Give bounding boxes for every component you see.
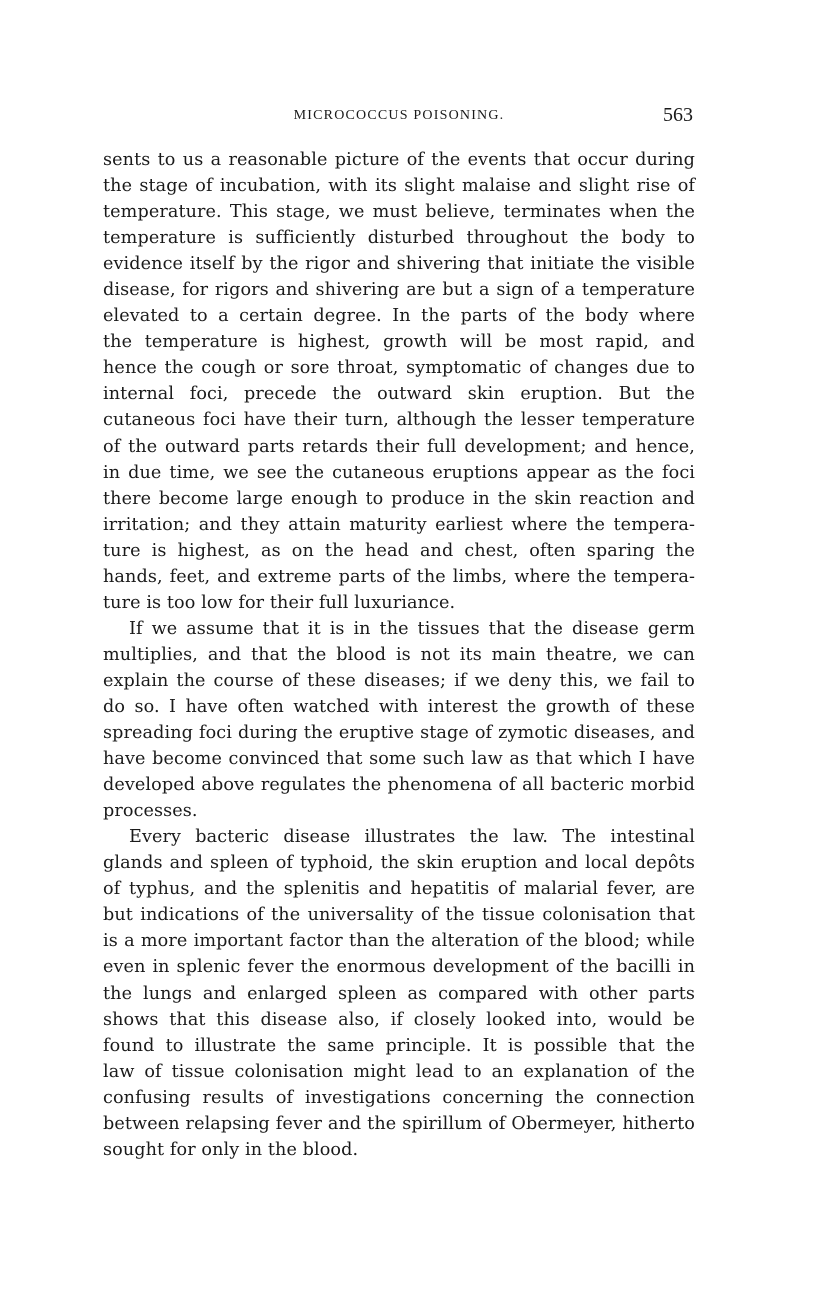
running-title: MICROCOCCUS POISONING. (293, 108, 505, 123)
text-line: even in splenic fever the enormous development of the bacilli in (103, 957, 695, 978)
text-line: sents to us a reasonable picture of the events that occur during (103, 150, 695, 170)
text-line: of typhus, and the splenitis and hepatitis of malarial fever, are (103, 879, 695, 900)
text-line: temperature. This stage, we must believe, terminates when the (103, 202, 695, 223)
paragraph (103, 616, 695, 824)
text-line: Every bacteric disease illustrates the law. The intestinal (129, 827, 695, 848)
text-line: disease, for rigors and shivering are but a sign of a temperature (103, 280, 695, 301)
text-line: multiplies, and that the blood is not its main theatre, we can (103, 644, 695, 665)
text-line: found to illustrate the same principle. It is possible that the (103, 1035, 695, 1056)
paragraph-list (103, 147, 695, 1163)
text-line: law of tissue colonisation might lead to an explanation of the (103, 1061, 695, 1082)
text-line: hence the cough or sore throat, symptomatic of changes due to (103, 358, 695, 379)
running-head (103, 104, 695, 128)
text-line: the lungs and enlarged spleen as compared with other parts (103, 983, 695, 1004)
text-line: ture is highest, as on the head and chest, often sparing the (103, 540, 695, 561)
text-line: ture is too low for their full luxuriance. (103, 592, 456, 613)
text-line: there become large enough to produce in the skin reaction and (103, 488, 695, 509)
text-line: between relapsing fever and the spirillum of Obermeyer, hitherto (103, 1113, 695, 1134)
text-line: the stage of incubation, with its slight malaise and slight rise of (103, 176, 695, 197)
text-line: elevated to a certain degree. In the parts of the body where (103, 306, 695, 327)
paragraph (103, 824, 695, 1163)
text-line: cutaneous foci have their turn, although the lesser temperature (103, 410, 695, 431)
page-number: 563 (663, 104, 693, 126)
text-line: hands, feet, and extreme parts of the limbs, where the tempera- (103, 566, 695, 587)
text-line: sought for only in the blood. (103, 1139, 359, 1160)
text-line: spreading foci during the eruptive stage of zymotic diseases, and (103, 723, 695, 744)
body-text (103, 147, 695, 1163)
text-line: the temperature is highest, growth will be most rapid, and (103, 332, 695, 353)
text-line: developed above regulates the phenomena of all bacteric morbid (103, 775, 695, 796)
text-line: irritation; and they attain maturity earliest where the tempera- (103, 514, 695, 535)
text-line: of the outward parts retards their full development; and hence, (103, 436, 695, 457)
text-line: shows that this disease also, if closely looked into, would be (103, 1009, 695, 1030)
text-line: confusing results of investigations concerning the connection (103, 1087, 695, 1108)
text-line: is a more important factor than the alteration of the blood; while (103, 931, 695, 952)
text-line: explain the course of these diseases; if we deny this, we fail to (103, 670, 695, 691)
text-line: internal foci, precede the outward skin eruption. But the (103, 384, 695, 405)
text-line: temperature is sufficiently disturbed throughout the body to (103, 228, 695, 249)
text-line: do so. I have often watched with interest the growth of these (103, 696, 695, 717)
paragraph (103, 147, 695, 616)
text-line: but indications of the universality of the tissue colonisation that (103, 905, 695, 926)
text-line: have become convinced that some such law as that which I have (103, 749, 695, 770)
text-line: processes. (103, 801, 198, 822)
text-line: evidence itself by the rigor and shivering that initiate the visible (103, 254, 695, 275)
text-line: in due time, we see the cutaneous eruptions appear as the foci (103, 462, 695, 483)
text-line: If we assume that it is in the tissues that the disease germ (129, 618, 695, 639)
text-line: glands and spleen of typhoid, the skin eruption and local depôts (103, 853, 695, 874)
